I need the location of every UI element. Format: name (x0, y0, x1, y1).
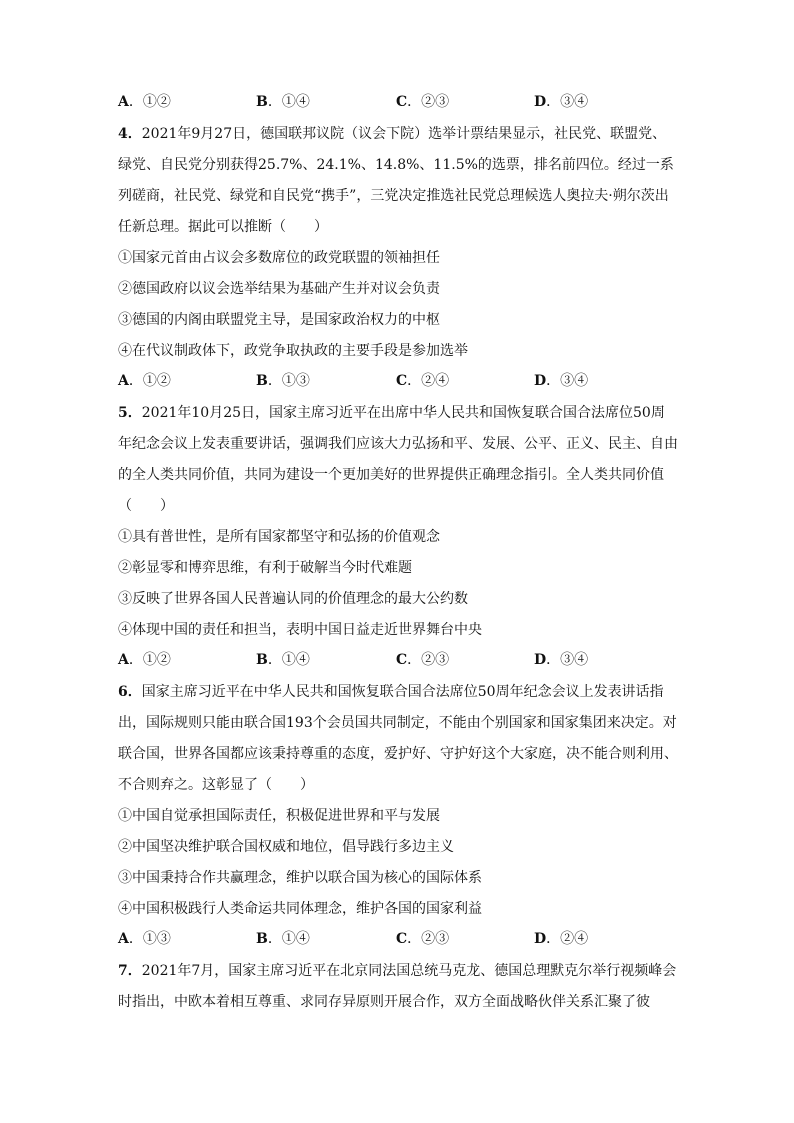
answer-option[interactable]: C．②③ (396, 652, 450, 668)
answer-option[interactable]: D．③④ (534, 94, 589, 110)
answer-options (118, 925, 678, 953)
statement-item: ④体现中国的责任和担当，表明中国日益走近世界舞台中央 (118, 622, 482, 638)
statement-item: ①国家元首由占议会多数席位的政党联盟的领袖担任 (118, 250, 440, 266)
answer-option[interactable]: D．②④ (534, 931, 589, 947)
answer-option[interactable]: A．①③ (118, 931, 171, 947)
answer-option[interactable]: D．③④ (534, 652, 589, 668)
statement-item: ①具有普世性，是所有国家都坚守和弘扬的价值观念 (118, 529, 440, 545)
statement-item: ②彰显零和博弈思维，有利于破解当今时代难题 (118, 560, 412, 576)
answer-option[interactable]: B．①④ (256, 94, 310, 110)
question-stem: 7．2021年7月，国家主席习近平在北京同法国总统马克龙、德国总理默克尔举行视频峰会时指出，中欧本着相互尊重、求同存异原则开展合作，双方全面战略伙伴关系汇聚了彼 (118, 963, 677, 1010)
answer-option[interactable]: C．②④ (396, 373, 450, 389)
answer-option[interactable]: A．①② (118, 94, 171, 110)
statement-item: ②德国政府以议会选举结果为基础产生并对议会负责 (118, 281, 440, 297)
question-stem: 6．国家主席习近平在中华人民共和国恢复联合国合法席位50周年纪念会议上发表讲话指出，国际规则只能由联合国193个会员国共同制定，不能由个别国家和国家集团来决定。对联合国，世界各国都应该秉持尊重的态度，爱护好、守护好这个大家庭，决不能合则利用、不合则弃之。这彰显了（ ） (118, 684, 678, 793)
answer-option[interactable]: A．①② (118, 652, 171, 668)
question-stem: 4．2021年9月27日，德国联邦议院（议会下院）选举计票结果显示，社民党、联盟党、绿党、自民党分别获得25.7%、24.1%、14.8%、11.5%的选票，排名前四位。经过一系列磋商，社民党、绿党和自民党“携手”，三党决定推选社民党总理候选人奥拉夫·朔尔茨出任新总理。据此可以推断（ ） (118, 126, 674, 235)
answer-option[interactable]: B．①③ (256, 373, 310, 389)
answer-options (118, 88, 678, 116)
answer-options (118, 646, 678, 674)
answer-option[interactable]: C．②③ (396, 94, 450, 110)
question-stem: 5．2021年10月25日，国家主席习近平在出席中华人民共和国恢复联合国合法席位50周年纪念会议上发表重要讲话，强调我们应该大力弘扬和平、发展、公平、正义、民主、自由的全人类共同价值，共同为建设一个更加美好的世界提供正确理念指引。全人类共同价值（ ） (118, 405, 678, 514)
answer-option[interactable]: B．①④ (256, 931, 310, 947)
exam-content (118, 88, 678, 1018)
answer-option[interactable]: B．①④ (256, 652, 310, 668)
answer-option[interactable]: C．②③ (396, 931, 450, 947)
statement-item: ③中国秉持合作共赢理念，维护以联合国为核心的国际体系 (118, 870, 482, 886)
answer-option[interactable]: A．①② (118, 373, 171, 389)
answer-options (118, 367, 678, 395)
answer-option[interactable]: D．③④ (534, 373, 589, 389)
statement-item: ④中国积极践行人类命运共同体理念，维护各国的国家利益 (118, 901, 482, 917)
statement-item: ③反映了世界各国人民普遍认同的价值理念的最大公约数 (118, 591, 468, 607)
statement-item: ④在代议制政体下，政党争取执政的主要手段是参加选举 (118, 343, 468, 359)
statement-item: ②中国坚决维护联合国权威和地位，倡导践行多边主义 (118, 839, 454, 855)
statement-item: ③德国的内阁由联盟党主导，是国家政治权力的中枢 (118, 312, 440, 328)
statement-item: ①中国自觉承担国际责任，积极促进世界和平与发展 (118, 808, 440, 824)
